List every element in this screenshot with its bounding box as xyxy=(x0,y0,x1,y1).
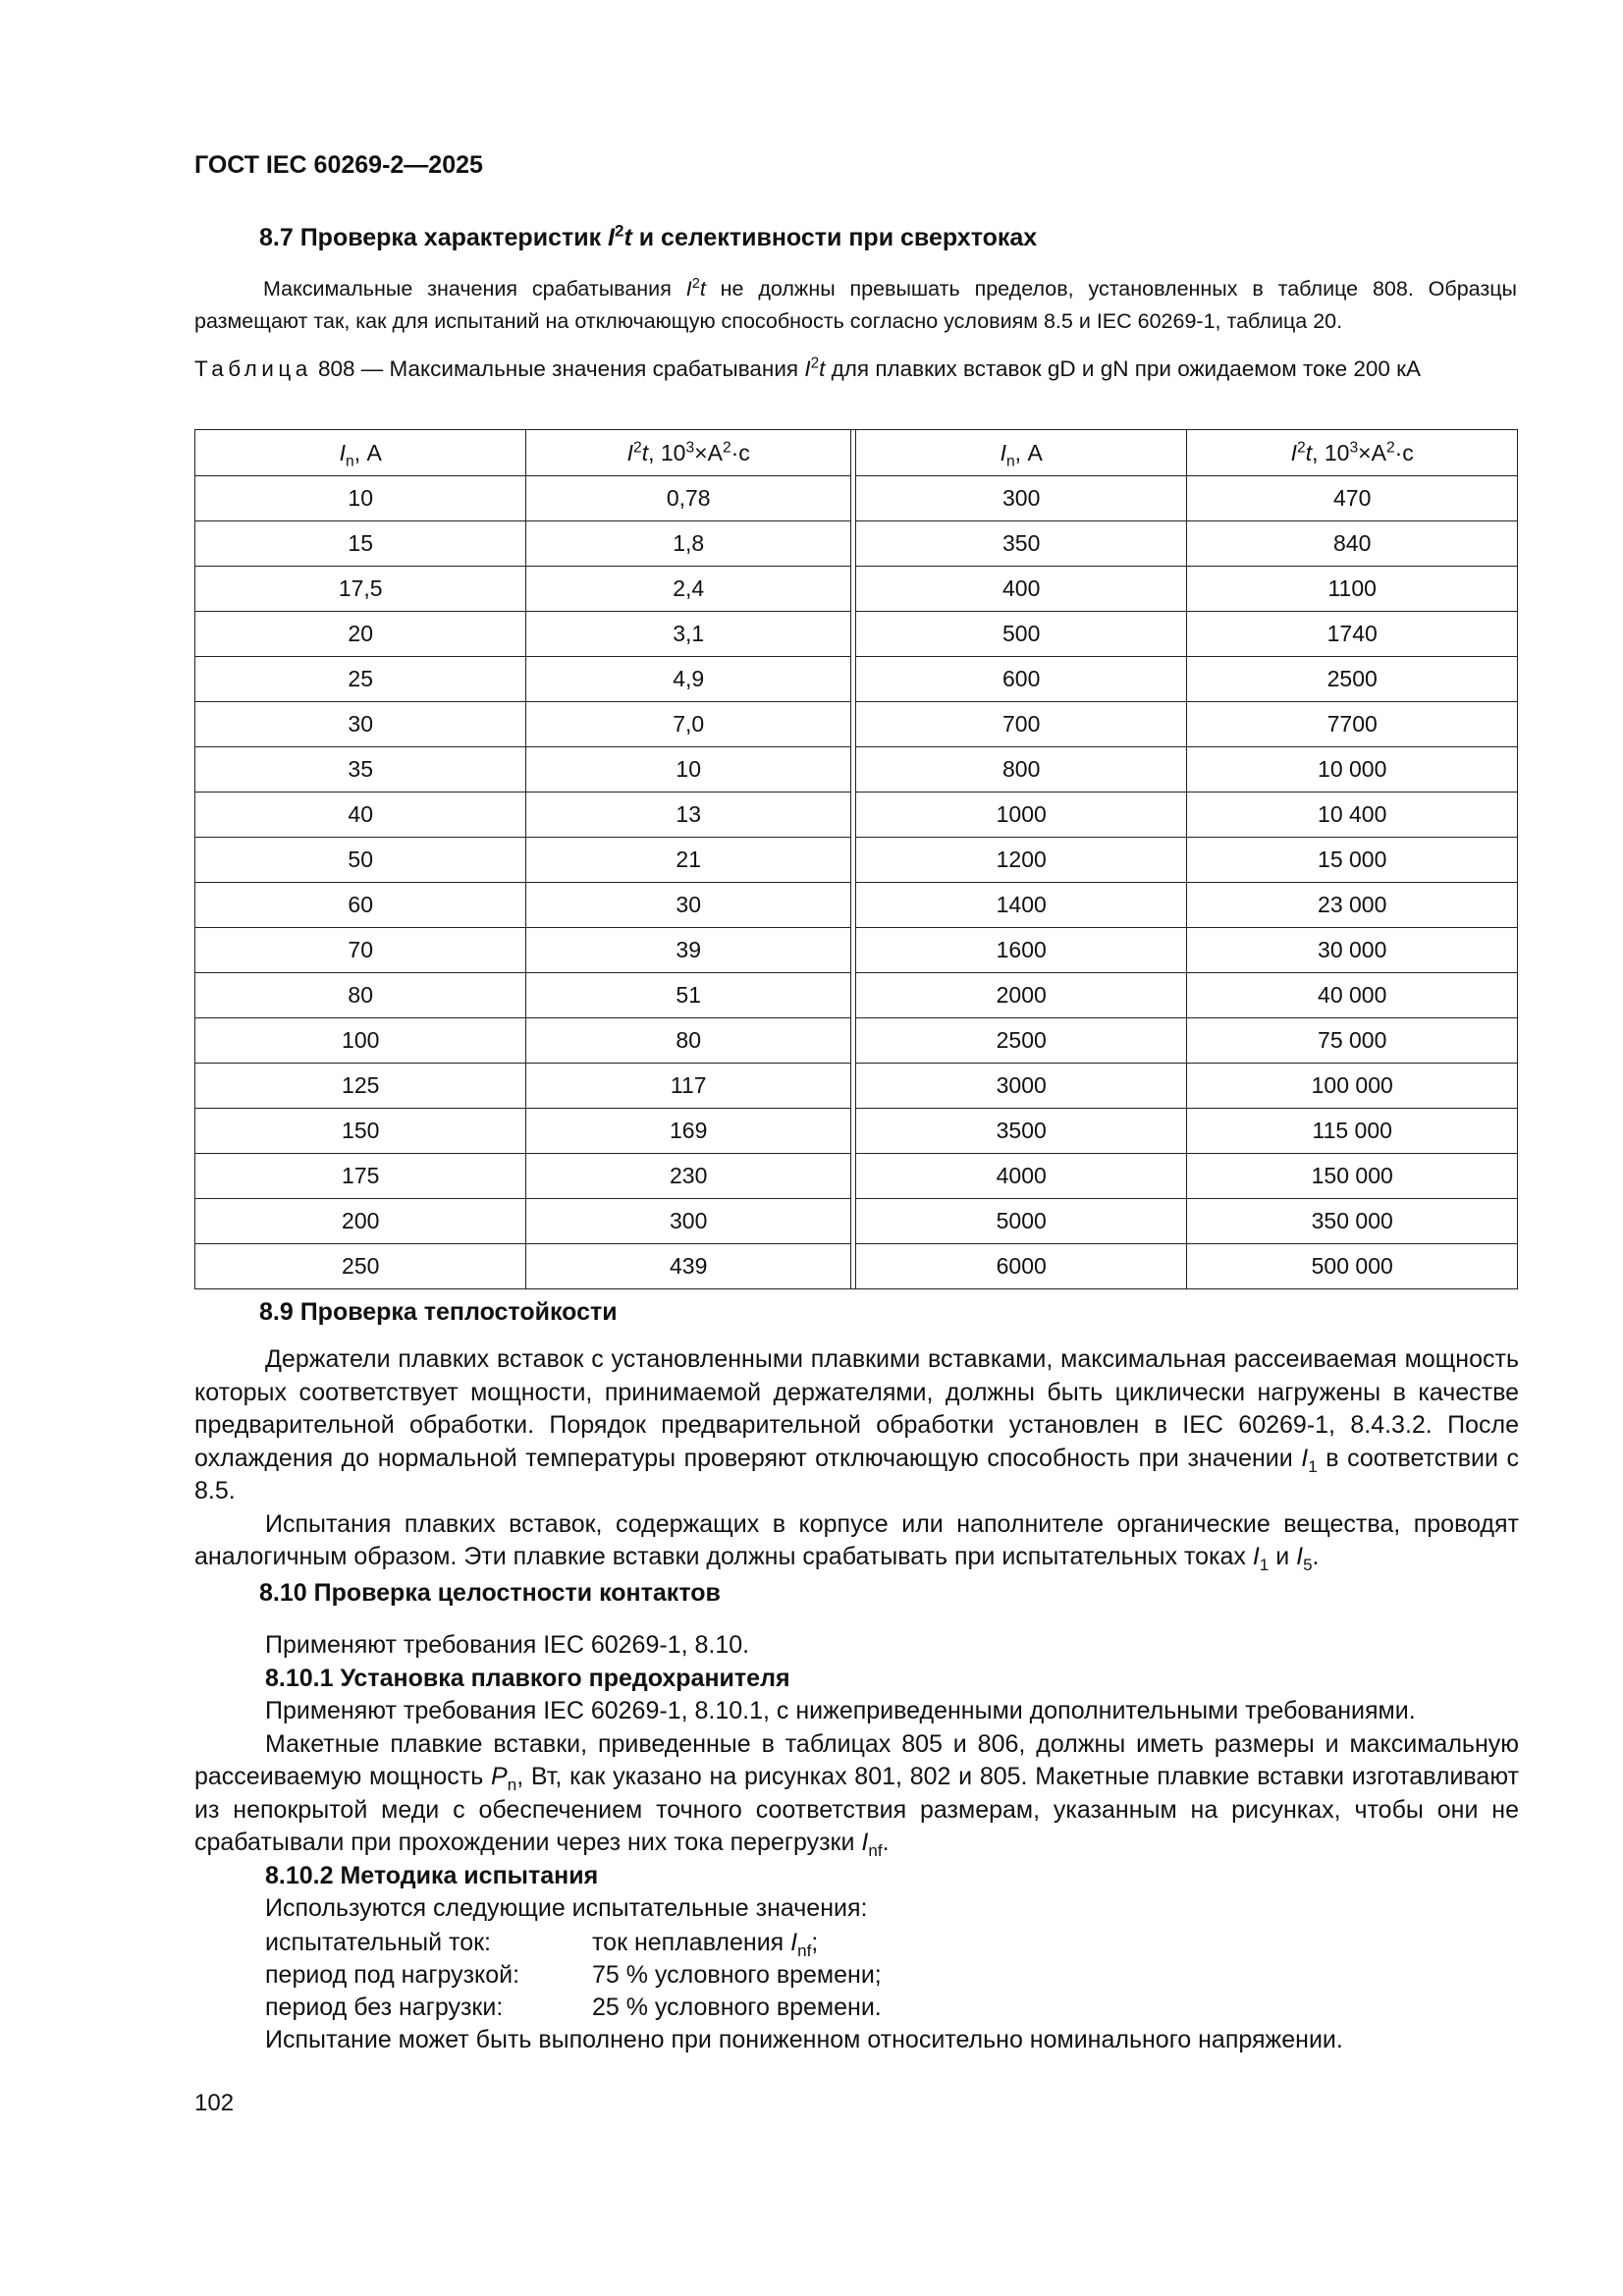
cell-i2t-left: 39 xyxy=(526,928,851,973)
cell-in-left: 125 xyxy=(195,1064,526,1109)
table-row xyxy=(195,1064,1518,1109)
cell-i2t-left: 0,78 xyxy=(526,476,851,521)
cell-i2t-right: 470 xyxy=(1187,476,1518,521)
document-header: ГОСТ IEC 60269-2—2025 xyxy=(194,151,483,179)
table-row xyxy=(195,928,1518,973)
cell-i2t-left: 30 xyxy=(526,883,851,928)
cell-in-right: 2000 xyxy=(855,973,1186,1018)
cell-in-left: 25 xyxy=(195,657,526,702)
cell-in-right: 500 xyxy=(855,612,1186,657)
test-value-row: период без нагрузки: 25 % условного времени. xyxy=(265,1994,882,2021)
table-row xyxy=(195,1244,1518,1289)
table-row xyxy=(195,1199,1518,1244)
cell-i2t-right: 23 000 xyxy=(1187,883,1518,928)
test-value-row: испытательный ток: ток неплавления $I_{nf}$; xyxy=(265,1929,819,1960)
table-row xyxy=(195,567,1518,612)
cell-in-right: 2500 xyxy=(855,1018,1186,1064)
cell-i2t-left: 13 xyxy=(526,793,851,838)
cell-i2t-left: 7,0 xyxy=(526,702,851,747)
table-row xyxy=(195,1154,1518,1199)
cell-in-right: 700 xyxy=(855,702,1186,747)
cell-i2t-right: 1100 xyxy=(1187,567,1518,612)
section-8-10-1-heading: 8.10.1 Установка плавкого предохранителя xyxy=(265,1664,790,1692)
cell-i2t-left: 51 xyxy=(526,973,851,1018)
cell-i2t-left: 117 xyxy=(526,1064,851,1109)
cell-in-left: 50 xyxy=(195,838,526,883)
table-row xyxy=(195,612,1518,657)
section-8-10-paragraph-2: Применяют требования IEC 60269-1, 8.10.1, с нижеприведенными дополнительными требованиями. xyxy=(265,1697,1416,1724)
section-8-10-paragraph-1: Применяют требования IEC 60269-1, 8.10. xyxy=(265,1631,750,1659)
cell-in-right: 350 xyxy=(855,521,1186,567)
cell-in-right: 6000 xyxy=(855,1244,1186,1289)
cell-in-right: 1600 xyxy=(855,928,1186,973)
cell-in-right: 1200 xyxy=(855,838,1186,883)
section-8-9-body xyxy=(194,1343,1519,1574)
section-8-7-heading: 8.7 Проверка характеристик $I^2t$ и селективности при сверхтоках xyxy=(259,221,1038,251)
cell-i2t-left: 439 xyxy=(526,1244,851,1289)
table-row xyxy=(195,1018,1518,1064)
cell-in-left: 150 xyxy=(195,1109,526,1154)
cell-in-right: 300 xyxy=(855,476,1186,521)
section-8-10-paragraph-4: Используются следующие испытательные значения: xyxy=(265,1894,868,1922)
cell-in-right: 400 xyxy=(855,567,1186,612)
cell-in-right: 800 xyxy=(855,747,1186,793)
cell-i2t-left: 300 xyxy=(526,1199,851,1244)
cell-i2t-left: 10 xyxy=(526,747,851,793)
cell-i2t-left: 169 xyxy=(526,1109,851,1154)
table-row xyxy=(195,702,1518,747)
cell-i2t-left: 4,9 xyxy=(526,657,851,702)
cell-i2t-right: 40 000 xyxy=(1187,973,1518,1018)
cell-i2t-left: 3,1 xyxy=(526,612,851,657)
cell-i2t-right: 2500 xyxy=(1187,657,1518,702)
cell-in-left: 200 xyxy=(195,1199,526,1244)
cell-in-right: 3000 xyxy=(855,1064,1186,1109)
cell-in-left: 100 xyxy=(195,1018,526,1064)
cell-in-left: 175 xyxy=(195,1154,526,1199)
test-value-row: период под нагрузкой: 75 % условного времени; xyxy=(265,1961,882,1989)
cell-i2t-left: 2,4 xyxy=(526,567,851,612)
table-row xyxy=(195,793,1518,838)
cell-in-left: 40 xyxy=(195,793,526,838)
cell-i2t-right: 7700 xyxy=(1187,702,1518,747)
cell-in-left: 80 xyxy=(195,973,526,1018)
cell-in-right: 3500 xyxy=(855,1109,1186,1154)
col-header-i2t-right: $I^2t$, $10^3\times А^2\cdot с$ xyxy=(1187,430,1518,476)
cell-i2t-left: 21 xyxy=(526,838,851,883)
test-values-list xyxy=(265,1927,882,2024)
cell-i2t-right: 150 000 xyxy=(1187,1154,1518,1199)
section-8-10-2-heading: 8.10.2 Методика испытания xyxy=(265,1861,599,1889)
cell-in-left: 20 xyxy=(195,612,526,657)
cell-in-right: 1000 xyxy=(855,793,1186,838)
cell-in-left: 30 xyxy=(195,702,526,747)
section-8-10-paragraph-5: Испытание может быть выполнено при пониженном относительно номинального напряжении. xyxy=(265,2026,1343,2053)
cell-i2t-right: 840 xyxy=(1187,521,1518,567)
cell-i2t-right: 500 000 xyxy=(1187,1244,1518,1289)
section-8-7-paragraph: Максимальные значения срабатывания $I^2t$ не должны превышать пределов, установленных в таблице 808. Образцы размещают так, как для испытаний на отключающую способность согласно условиям 8.5 и IEC 60269-1, таблица 20. xyxy=(194,275,1518,333)
cell-in-right: 600 xyxy=(855,657,1186,702)
cell-in-left: 60 xyxy=(195,883,526,928)
col-header-in-left: $I_n$, А xyxy=(195,430,526,476)
cell-in-left: 35 xyxy=(195,747,526,793)
table-808 xyxy=(194,429,1518,1289)
table-row xyxy=(195,476,1518,521)
cell-i2t-right: 75 000 xyxy=(1187,1018,1518,1064)
col-header-i2t-left: $I^2t$, $10^3\times А^2\cdot с$ xyxy=(526,430,851,476)
cell-i2t-right: 10 000 xyxy=(1187,747,1518,793)
cell-in-left: 10 xyxy=(195,476,526,521)
section-8-9-paragraph-2: Испытания плавких вставок, содержащих в корпусе или наполнителе органические вещества, проводят аналогичным образом. Эти плавкие вставки должны срабатывать при испытательных токах $I_1$ и $I_5$. xyxy=(194,1509,1519,1574)
cell-i2t-right: 30 000 xyxy=(1187,928,1518,973)
table-header-row xyxy=(195,430,1518,476)
cell-i2t-right: 100 000 xyxy=(1187,1064,1518,1109)
table-row xyxy=(195,657,1518,702)
cell-i2t-right: 15 000 xyxy=(1187,838,1518,883)
cell-i2t-right: 10 400 xyxy=(1187,793,1518,838)
cell-in-left: 70 xyxy=(195,928,526,973)
section-8-9-paragraph-1: Держатели плавких вставок с установленными плавкими вставками, максимальная рассеиваемая мощность которых соответствует мощности, принимаемой держателями, должны быть циклически нагружены в качестве предварительной обработки. Порядок предварительной обработки установлен в IEC 60269-1, 8.4.3.2. После охлаждения до нормальной температуры проверяют отключающую способность при значении $I_1$ в соответствии с 8.5. xyxy=(194,1345,1520,1504)
cell-in-right: 4000 xyxy=(855,1154,1186,1199)
cell-i2t-right: 350 000 xyxy=(1187,1199,1518,1244)
section-8-9-heading: 8.9 Проверка теплостойкости xyxy=(259,1298,618,1326)
cell-in-left: 15 xyxy=(195,521,526,567)
cell-i2t-right: 1740 xyxy=(1187,612,1518,657)
cell-i2t-left: 1,8 xyxy=(526,521,851,567)
table-row xyxy=(195,747,1518,793)
table-808-caption: Таблица 808 — Максимальные значения срабатывания $I^2t$ для плавких вставок gD и gN при ожидаемом токе 200 кА xyxy=(194,355,1422,381)
cell-in-right: 1400 xyxy=(855,883,1186,928)
table-row xyxy=(195,1109,1518,1154)
section-8-10-body xyxy=(194,1629,1519,1926)
table-row xyxy=(195,883,1518,928)
cell-in-left: 17,5 xyxy=(195,567,526,612)
page-number: 102 xyxy=(194,2090,235,2116)
table-row xyxy=(195,521,1518,567)
cell-i2t-right: 115 000 xyxy=(1187,1109,1518,1154)
cell-in-left: 250 xyxy=(195,1244,526,1289)
cell-i2t-left: 230 xyxy=(526,1154,851,1199)
cell-i2t-left: 80 xyxy=(526,1018,851,1064)
col-header-in-right: $I_n$, А xyxy=(855,430,1186,476)
section-8-10-paragraph-3: Макетные плавкие вставки, приведенные в таблицах 805 и 806, должны иметь размеры и максимальную рассеиваемую мощность $P_n$, Вт, как указано на рисунках 801, 802 и 805. Макетные плавкие вставки изготавливают из непокрытой меди с обеспечением точного соответствия размерам, указанным на рисунках, чтобы они не срабатывали при прохождении через них тока перегрузки $I_{nf}$. xyxy=(194,1729,1519,1860)
table-row xyxy=(195,973,1518,1018)
table-row xyxy=(195,838,1518,883)
cell-in-right: 5000 xyxy=(855,1199,1186,1244)
section-8-10-heading: 8.10 Проверка целостности контактов xyxy=(259,1579,721,1607)
